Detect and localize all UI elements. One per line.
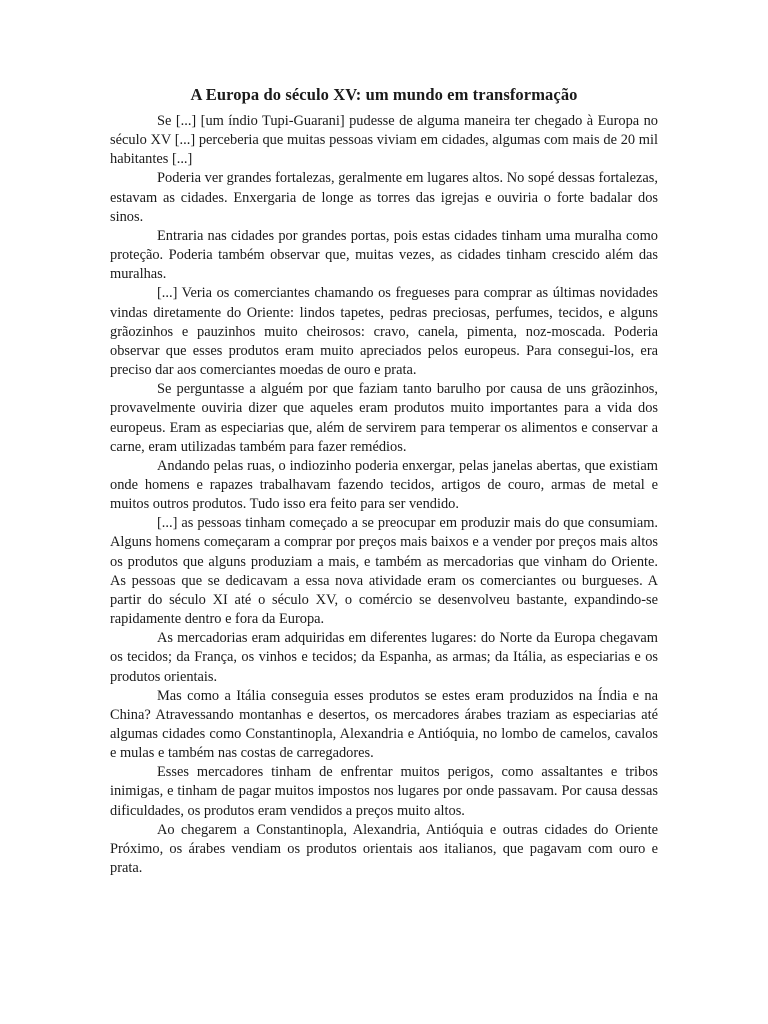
- paragraph: Poderia ver grandes fortalezas, geralmente em lugares altos. No sopé dessas fortalezas, estavam as cidades. Enxergaria de longe as torres das igrejas e ouviria o forte badalar dos sinos.: [110, 170, 658, 225]
- paragraph: Entraria nas cidades por grandes portas, pois estas cidades tinham uma muralha como proteção. Poderia também observar que, muitas vezes, as cidades tinham crescido além das muralhas.: [110, 227, 658, 283]
- document-page: [110, 84, 658, 878]
- paragraph: [...] Veria os comerciantes chamando os fregueses para comprar as últimas novidades vindas diretamente do Oriente: lindos tapetes, pedras preciosas, perfumes, tecidos, e alguns grãozinhos e pauzinhos muito cheirosos: cravo, canela, pimenta, noz-moscada. Poderia observar que esses produtos eram muito apreciados pelos europeus. Para consegui-los, era preciso dar aos comerciantes moedas de ouro e prata.: [110, 285, 658, 379]
- paragraph: Se perguntasse a alguém por que faziam tanto barulho por causa de uns grãozinhos, provavelmente ouviria dizer que aqueles eram produtos muito importantes para a vida dos europeus. Eram as especiarias que, além de servirem para temperar os alimentos e conservar a carne, eram utilizadas também para fazer remédios.: [110, 381, 658, 455]
- paragraph: Mas como a Itália conseguia esses produtos se estes eram produzidos na Índia e na China? Atravessando montanhas e desertos, os mercadores árabes traziam as especiarias até algumas cidades como Constantinopla, Alexandria e Antióquia, no lombo de camelos, cavalos e mulas e também nas costas de carregadores.: [110, 687, 658, 762]
- document-body: [110, 112, 658, 878]
- paragraph: Andando pelas ruas, o indiozinho poderia enxergar, pelas janelas abertas, que existiam onde homens e rapazes trabalhavam fazendo tecidos, artigos de couro, armas de metal e muitos outros produtos. Tudo isso era feito para ser vendido.: [110, 457, 658, 513]
- paragraph: Se [...] [um índio Tupi-Guarani] pudesse de alguma maneira ter chegado à Europa no século XV [...] perceberia que muitas pessoas viviam em cidades, algumas com mais de 20 mil habitantes [...]: [110, 113, 658, 168]
- paragraph: Esses mercadores tinham de enfrentar muitos perigos, como assaltantes e tribos inimigas, e tinham de pagar muitos impostos nos lugares por onde passavam. Por causa dessas dificuldades, os produtos eram vendidos a preços muito altos.: [110, 764, 658, 819]
- paragraph: [...] as pessoas tinham começado a se preocupar em produzir mais do que consumiam. Alguns homens começaram a comprar por preços mais baixos e a vender por preços mais altos os produtos que alguns produziam a mais, e também as mercadorias que vinham do Oriente. As pessoas que se dedicavam a essa nova atividade eram os comerciantes ou burgueses. A partir do século XI até o século XV, o comércio se desenvolveu bastante, expandindo-se rapidamente dentro e fora da Europa.: [110, 515, 658, 628]
- paragraph: Ao chegarem a Constantinopla, Alexandria, Antióquia e outras cidades do Oriente Próximo, os árabes vendiam os produtos orientais aos italianos, que pagavam com ouro e prata.: [110, 821, 658, 877]
- document-title: A Europa do século XV: um mundo em transformação: [190, 85, 578, 104]
- paragraph: As mercadorias eram adquiridas em diferentes lugares: do Norte da Europa chegavam os tecidos; da França, os vinhos e tecidos; da Espanha, as armas; da Itália, as especiarias e os produtos orientais.: [110, 630, 658, 685]
